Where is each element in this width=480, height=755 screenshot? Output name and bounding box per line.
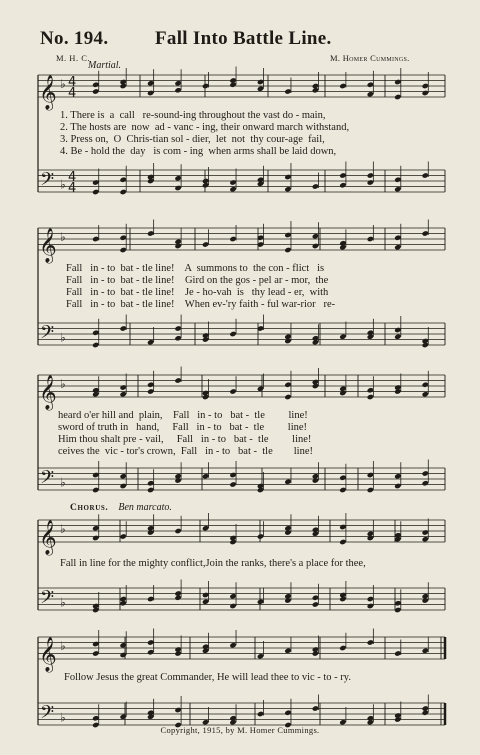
time-signature: 4: [68, 75, 77, 90]
verse-line-4: 4. Be - hold the day is com - ing when arms shall be laid down,: [60, 146, 337, 157]
bass-note: [147, 174, 154, 180]
treble-note: [312, 233, 319, 239]
treble-note: [422, 382, 429, 388]
bass-note: [229, 481, 236, 487]
treble-note: [174, 80, 181, 86]
bass-note: [92, 487, 99, 493]
treble-note: [92, 535, 99, 541]
bass-note: [339, 172, 346, 178]
treble-note: [367, 236, 374, 242]
bass-note: [257, 711, 264, 717]
treble-note: [257, 653, 264, 659]
treble-note: [394, 244, 401, 250]
treble-note: [257, 86, 264, 92]
treble-note: [422, 230, 429, 236]
bass-note: [202, 592, 209, 598]
treble-note: [147, 90, 154, 96]
chorus-heading: [70, 502, 172, 513]
treble-note: [202, 644, 209, 650]
bass-note: [174, 477, 181, 483]
lyricist-initials: M. H. C.: [56, 53, 90, 63]
time-signature: 4: [68, 170, 77, 185]
hymn-title: Fall Into Battle Line.: [155, 28, 332, 49]
copyright-notice: Copyright, 1915, by M. Homer Cummings.: [160, 725, 320, 735]
treble-note: [92, 525, 99, 531]
treble-clef: 𝄞: [39, 375, 57, 410]
bass-note: [147, 480, 154, 486]
treble-note: [257, 79, 264, 85]
verse-line-7: Fall in - to bat - tle line! Je - ho-vah is thy lead - er, with: [66, 287, 329, 298]
bass-note: [394, 186, 401, 192]
treble-note: [119, 247, 126, 253]
bass-note: [202, 473, 209, 479]
bass-note: [367, 487, 374, 493]
verse-line-11: Him thou shalt pre - vail, Fall in - to bat - tle line!: [58, 434, 312, 445]
treble-note: [422, 529, 429, 535]
bass-note: [367, 179, 374, 185]
bass-note: [229, 179, 236, 185]
chorus-line-1: Fall in line for the mighty conflict,Join the ranks, there's a place for thee,: [60, 558, 366, 569]
treble-note: [174, 646, 181, 652]
chorus-label: Chorus.: [70, 503, 109, 513]
bass-note: [147, 487, 154, 493]
bass-note: [257, 177, 264, 183]
bass-note: [92, 603, 99, 609]
treble-note: [394, 650, 401, 656]
bass-note: [422, 338, 429, 344]
treble-note: [312, 379, 319, 385]
treble-clef: 𝄞: [39, 637, 57, 672]
treble-note: [174, 377, 181, 383]
treble-note: [92, 650, 99, 656]
bass-note: [147, 339, 154, 345]
verse-line-8: Fall in - to bat - tle line! When ev-'ry faith - ful war-rior re-: [66, 299, 336, 310]
bass-note: [92, 472, 99, 478]
bass-note: [284, 186, 291, 192]
bass-note: [339, 487, 346, 493]
flat-sign: ♭: [60, 377, 66, 391]
bass-note: [394, 334, 401, 340]
flat-sign: ♭: [60, 230, 66, 244]
bass-note: [174, 335, 181, 341]
treble-note: [339, 390, 346, 396]
treble-note: [147, 382, 154, 388]
treble-note: [422, 648, 429, 654]
bass-note: [394, 712, 401, 718]
bass-note: [147, 710, 154, 716]
verse-line-9: heard o'er hill and plain, Fall in - to bat - tle line!: [58, 410, 308, 421]
bass-note: [257, 599, 264, 605]
treble-note: [284, 247, 291, 253]
treble-note: [394, 94, 401, 100]
bass-note: [422, 480, 429, 486]
treble-note: [119, 533, 126, 539]
treble-note: [147, 80, 154, 86]
bass-note: [312, 601, 319, 607]
treble-note: [92, 88, 99, 94]
bass-note: [174, 707, 181, 713]
bass-note: [422, 172, 429, 178]
bass-note: [229, 472, 236, 478]
bass-note: [367, 596, 374, 602]
bass-note: [339, 182, 346, 188]
bass-note: [284, 338, 291, 344]
treble-note: [229, 642, 236, 648]
treble-note: [284, 529, 291, 535]
composer-name: M. Homer Cummings.: [330, 53, 410, 63]
verse-line-10: sword of truth in hand, Fall in - to bat - tle line!: [58, 422, 308, 433]
bass-note: [367, 603, 374, 609]
treble-note: [92, 641, 99, 647]
treble-note: [92, 387, 99, 393]
bass-note: [394, 473, 401, 479]
flat-sign: ♭: [60, 522, 66, 536]
bass-note: [119, 714, 126, 720]
bass-note: [367, 472, 374, 478]
treble-note: [339, 83, 346, 89]
bass-note: [119, 483, 126, 489]
treble-note: [147, 639, 154, 645]
bass-note: [367, 172, 374, 178]
treble-note: [119, 391, 126, 397]
treble-note: [229, 388, 236, 394]
treble-note: [284, 88, 291, 94]
treble-note: [367, 639, 374, 645]
bass-note: [312, 595, 319, 601]
treble-note: [229, 535, 236, 541]
flat-sign: ♭: [60, 639, 66, 653]
treble-note: [119, 79, 126, 85]
treble-note: [367, 91, 374, 97]
bass-note: [339, 334, 346, 340]
bass-note: [202, 599, 209, 605]
bass-clef: 𝄢: [40, 169, 55, 195]
verse-line-6: Fall in - to bat - tle line! Gird on the gos - pel ar - mor, the: [66, 275, 329, 286]
bass-note: [422, 597, 429, 603]
treble-note: [312, 527, 319, 533]
treble-note: [284, 382, 291, 388]
bass-clef: 𝄢: [40, 702, 55, 728]
treble-note: [92, 82, 99, 88]
bass-note: [257, 483, 264, 489]
treble-note: [312, 646, 319, 652]
treble-note: [202, 390, 209, 396]
treble-note: [422, 83, 429, 89]
treble-note: [422, 536, 429, 542]
treble-note: [147, 649, 154, 655]
bass-note: [92, 189, 99, 195]
bass-note: [119, 600, 126, 606]
treble-note: [367, 535, 374, 541]
tempo-marking: Martial.: [88, 60, 122, 71]
treble-note: [202, 83, 209, 89]
bass-note: [422, 710, 429, 716]
bass-note: [339, 475, 346, 481]
bass-note: [229, 186, 236, 192]
treble-note: [367, 387, 374, 393]
bass-note: [394, 177, 401, 183]
bass-clef: 𝄢: [40, 467, 55, 493]
bass-note: [147, 596, 154, 602]
treble-note: [394, 235, 401, 241]
treble-note: [422, 90, 429, 96]
bass-note: [422, 470, 429, 476]
treble-note: [422, 391, 429, 397]
verse-line-12: ceives the vic - tor's crown, Fall in - to bat - tle line!: [58, 446, 313, 457]
treble-note: [394, 384, 401, 390]
treble-note: [367, 82, 374, 88]
treble-note: [119, 652, 126, 658]
treble-note: [339, 524, 346, 530]
treble-note: [284, 232, 291, 238]
treble-note: [257, 533, 264, 539]
bass-note: [92, 715, 99, 721]
treble-note: [119, 642, 126, 648]
flat-sign: ♭: [60, 330, 66, 345]
treble-note: [229, 82, 236, 88]
treble-note: [174, 243, 181, 249]
flat-sign: ♭: [60, 595, 66, 610]
bass-note: [119, 189, 126, 195]
flat-sign: ♭: [60, 77, 66, 91]
treble-note: [174, 87, 181, 93]
verse-line-1: 1. There is a call re-sound-ing throughout the vast do - main,: [60, 110, 326, 121]
bass-note: [312, 705, 319, 711]
treble-note: [147, 230, 154, 236]
time-signature: 4: [68, 86, 77, 101]
flat-sign: ♭: [60, 475, 66, 490]
treble-note: [119, 384, 126, 390]
treble-note: [339, 645, 346, 651]
treble-note: [367, 394, 374, 400]
bass-note: [284, 597, 291, 603]
bass-note: [312, 477, 319, 483]
treble-note: [339, 240, 346, 246]
bass-note: [284, 174, 291, 180]
bass-note: [174, 185, 181, 191]
bass-note: [174, 595, 181, 601]
treble-note: [284, 648, 291, 654]
bass-note: [229, 603, 236, 609]
flat-sign: ♭: [60, 177, 66, 192]
treble-note: [202, 525, 209, 531]
treble-note: [147, 388, 154, 394]
treble-note: [229, 236, 236, 242]
treble-note: [284, 394, 291, 400]
treble-clef: 𝄞: [39, 228, 57, 263]
flat-sign: ♭: [60, 710, 66, 725]
treble-note: [257, 386, 264, 392]
bass-note: [394, 327, 401, 333]
bass-note: [312, 183, 319, 189]
treble-clef: 𝄞: [39, 75, 57, 110]
chorus-line-2: Follow Jesus the great Commander, He will lead thee to vic - to - ry.: [64, 672, 351, 683]
treble-note: [202, 241, 209, 247]
bass-note: [92, 179, 99, 185]
treble-note: [339, 539, 346, 545]
verse-line-3: 3. Press on, O Chris-tian sol - dier, let not thy cour-age fail,: [60, 134, 325, 145]
treble-note: [312, 243, 319, 249]
bass-note: [229, 593, 236, 599]
bass-clef: 𝄢: [40, 587, 55, 613]
treble-note: [312, 87, 319, 93]
treble-note: [174, 528, 181, 534]
bass-note: [202, 332, 209, 338]
bass-note: [339, 592, 346, 598]
bass-note: [174, 325, 181, 331]
chorus-expression: Ben marcato.: [118, 502, 172, 513]
bass-note: [367, 330, 374, 336]
bass-note: [229, 715, 236, 721]
bass-note: [92, 342, 99, 348]
bass-note: [202, 182, 209, 188]
bass-note: [119, 473, 126, 479]
verse-line-2: 2. The hosts are now ad - vanc - ing, their onward march withstand,: [60, 122, 350, 133]
bass-clef: 𝄢: [40, 322, 55, 348]
bass-note: [229, 331, 236, 337]
treble-note: [147, 529, 154, 535]
bass-note: [119, 325, 126, 331]
bass-note: [174, 175, 181, 181]
bass-note: [367, 715, 374, 721]
treble-note: [394, 79, 401, 85]
bass-note: [284, 710, 291, 716]
verse-line-5: Fall in - to bat - tle line! A summons to the con - flict is: [66, 263, 325, 274]
bass-note: [312, 335, 319, 341]
treble-note: [119, 235, 126, 241]
bass-note: [119, 177, 126, 183]
bass-note: [394, 483, 401, 489]
treble-note: [92, 236, 99, 242]
bass-note: [92, 330, 99, 336]
bass-note: [284, 479, 291, 485]
treble-clef: 𝄞: [39, 520, 57, 555]
hymn-number: No. 194.: [40, 28, 109, 49]
time-signature: 4: [68, 181, 77, 196]
